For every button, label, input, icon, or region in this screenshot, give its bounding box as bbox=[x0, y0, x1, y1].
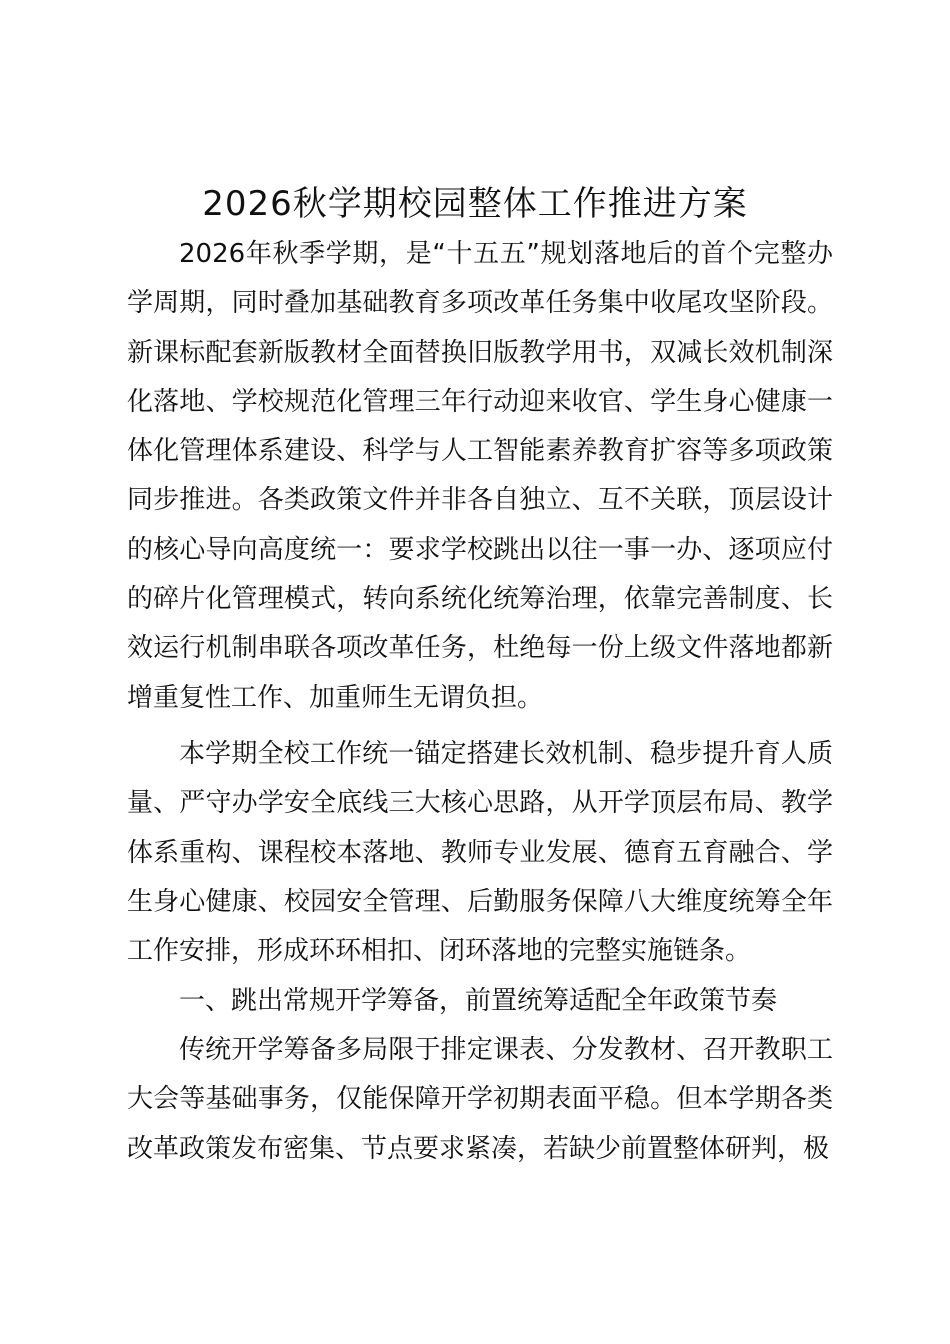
document-title: 2026秋学期校园整体工作推进方案 bbox=[202, 184, 748, 224]
section-heading-text: 一、跳出常规开学筹备，前置统筹适配全年政策节奏 bbox=[179, 986, 778, 1016]
paragraph-core-ideas bbox=[127, 730, 833, 976]
paragraph-text: 传统开学筹备多局限于排定课表、分发教材、召开教职工大会等基础事务，仅能保障开学初期表面平稳。但本学期各类改革政策发布密集、节点要求紧凑，若缺少前置整体研判，极 bbox=[127, 1035, 833, 1164]
paragraph-text: 本学期全校工作统一锚定搭建长效机制、稳步提升育人质量、严守办学安全底线三大核心思路，从开学顶层布局、教学体系重构、课程校本落地、教师专业发展、德育五育融合、学生身心健康、校园安全管理、后勤服务保障八大维度统筹全年工作安排，形成环环相扣、闭环落地的完整实施链条。 bbox=[127, 739, 833, 967]
paragraph-text: 2026年秋季学期，是“十五五”规划落地后的首个完整办学周期，同时叠加基础教育多项改革任务集中收尾攻坚阶段。新课标配套新版教材全面替换旧版教学用书，双减长效机制深化落地、学校规范化管理三年行动迎来收官、学生身心健康一体化管理体系建设、科学与人工智能素养教育扩容等多项政策同步推进。各类政策文件并非各自独立、互不关联，顶层设计的核心导向高度统一：要求学校跳出以往一事一办、逐项应付的碎片化管理模式，转向系统化统筹治理，依靠完善制度、长效运行机制串联各项改革任务，杜绝每一份上级文件落地都新增重复性工作、加重师生无谓负担。 bbox=[127, 239, 833, 713]
section-heading bbox=[127, 977, 833, 1026]
paragraph-intro bbox=[127, 230, 833, 723]
paragraph-section-one bbox=[127, 1026, 833, 1174]
